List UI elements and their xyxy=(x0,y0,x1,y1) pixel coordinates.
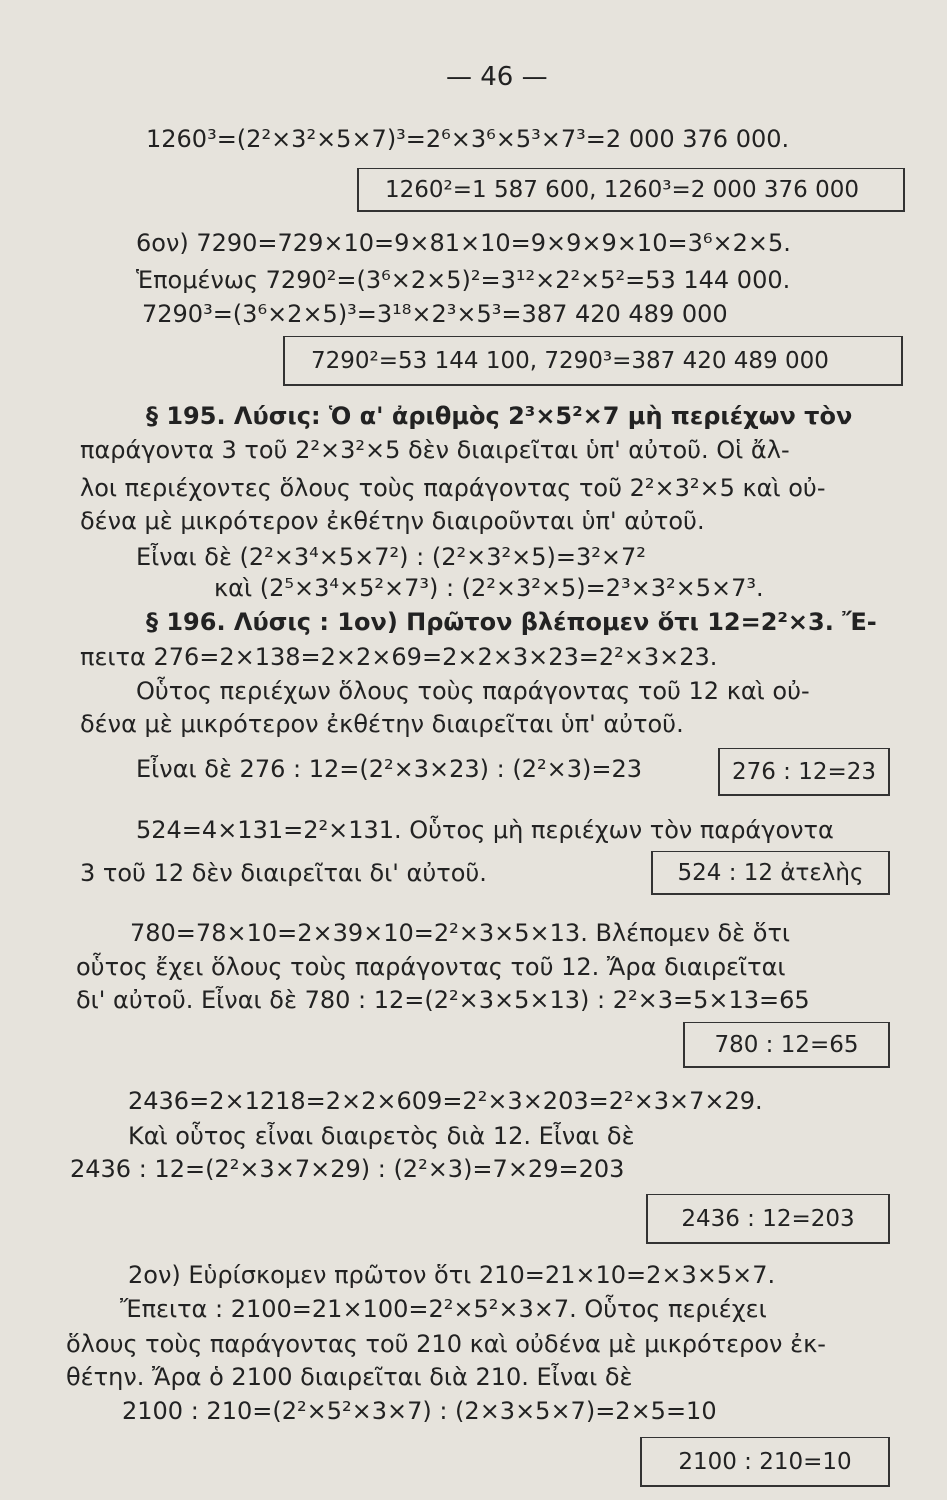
text-line: 6ον) 7290=729×10=9×81×10=9×9×9×10=3⁶×2×5. xyxy=(136,229,791,257)
text-line: 2436=2×1218=2×2×609=2²×3×203=2²×3×7×29. xyxy=(128,1087,763,1115)
result-box: 276 : 12=23 xyxy=(718,748,890,796)
result-box: 1260²=1 587 600, 1260³=2 000 376 000 xyxy=(357,168,905,212)
text-line: Ἑπομένως 7290²=(3⁶×2×5)²=3¹²×2²×5²=53 144 000. xyxy=(136,266,791,294)
text-line: Εἶναι δὲ 276 : 12=(2²×3×23) : (2²×3)=23 xyxy=(136,755,642,783)
result-box: 2100 : 210=10 xyxy=(640,1437,890,1487)
page-number: — 46 — xyxy=(446,62,548,92)
text-line: 2100 : 210=(2²×5²×3×7) : (2×3×5×7)=2×5=10 xyxy=(122,1397,717,1425)
text-line: οὗτος ἔχει ὅλους τοὺς παράγοντας τοῦ 12. Ἄρα διαιρεῖται xyxy=(76,953,786,981)
result-box: 2436 : 12=203 xyxy=(646,1194,890,1244)
text-line: δι' αὐτοῦ. Εἶναι δὲ 780 : 12=(2²×3×5×13) : 2²×3=5×13=65 xyxy=(76,986,810,1014)
section-heading-line: § 195. Λύσις: Ὁ α' ἀριθμὸς 2³×5²×7 μὴ περιέχων τὸν xyxy=(146,402,853,430)
text-line: 3 τοῦ 12 δὲν διαιρεῖται δι' αὐτοῦ. xyxy=(80,859,487,887)
section-heading-line: § 196. Λύσις : 1ον) Πρῶτον βλέπομεν ὅτι 12=2²×3. Ἔ- xyxy=(146,608,877,636)
text-line: Οὗτος περιέχων ὅλους τοὺς παράγοντας τοῦ 12 καὶ οὐ- xyxy=(136,677,810,705)
text-line: 2ον) Εὑρίσκομεν πρῶτον ὅτι 210=21×10=2×3×5×7. xyxy=(128,1261,776,1289)
text-line: θέτην. Ἄρα ὁ 2100 διαιρεῖται διὰ 210. Εἶναι δὲ xyxy=(66,1363,633,1391)
text-line: πειτα 276=2×138=2×2×69=2×2×3×23=2²×3×23. xyxy=(80,643,718,671)
text-line: 7290³=(3⁶×2×5)³=3¹⁸×2³×5³=387 420 489 000 xyxy=(142,300,728,328)
text-line: Καὶ οὗτος εἶναι διαιρετὸς διὰ 12. Εἶναι δὲ xyxy=(128,1122,635,1150)
text-line: 780=78×10=2×39×10=2²×3×5×13. Βλέπομεν δὲ ὅτι xyxy=(130,919,791,947)
text-line: παράγοντα 3 τοῦ 2²×3²×5 δὲν διαιρεῖται ὑπ' αὐτοῦ. Οἱ ἄλ- xyxy=(80,436,790,464)
text-line: Ἔπειτα : 2100=21×100=2²×5²×3×7. Οὗτος περιέχει xyxy=(120,1295,767,1323)
text-line: δένα μὲ μικρότερον ἐκθέτην διαιρεῖται ὑπ' αὐτοῦ. xyxy=(80,710,684,738)
text-line: ὅλους τοὺς παράγοντας τοῦ 210 καὶ οὐδένα μὲ μικρότερον ἐκ- xyxy=(66,1330,826,1358)
result-box: 780 : 12=65 xyxy=(683,1022,890,1068)
text-line: καὶ (2⁵×3⁴×5²×7³) : (2²×3²×5)=2³×3²×5×7³. xyxy=(214,574,764,602)
text-line: 524=4×131=2²×131. Οὗτος μὴ περιέχων τὸν παράγοντα xyxy=(136,816,834,844)
result-box: 7290²=53 144 100, 7290³=387 420 489 000 xyxy=(283,336,903,386)
text-line: 1260³=(2²×3²×5×7)³=2⁶×3⁶×5³×7³=2 000 376 000. xyxy=(146,125,790,153)
text-line: Εἶναι δὲ (2²×3⁴×5×7²) : (2²×3²×5)=3²×7² xyxy=(136,543,646,571)
text-line: λοι περιέχοντες ὅλους τοὺς παράγοντας τοῦ 2²×3²×5 καὶ οὐ- xyxy=(80,474,826,502)
text-line: 2436 : 12=(2²×3×7×29) : (2²×3)=7×29=203 xyxy=(70,1155,625,1183)
text-line: δένα μὲ μικρότερον ἐκθέτην διαιροῦνται ὑπ' αὐτοῦ. xyxy=(80,507,705,535)
result-box: 524 : 12 ἀτελὴς xyxy=(651,851,890,895)
